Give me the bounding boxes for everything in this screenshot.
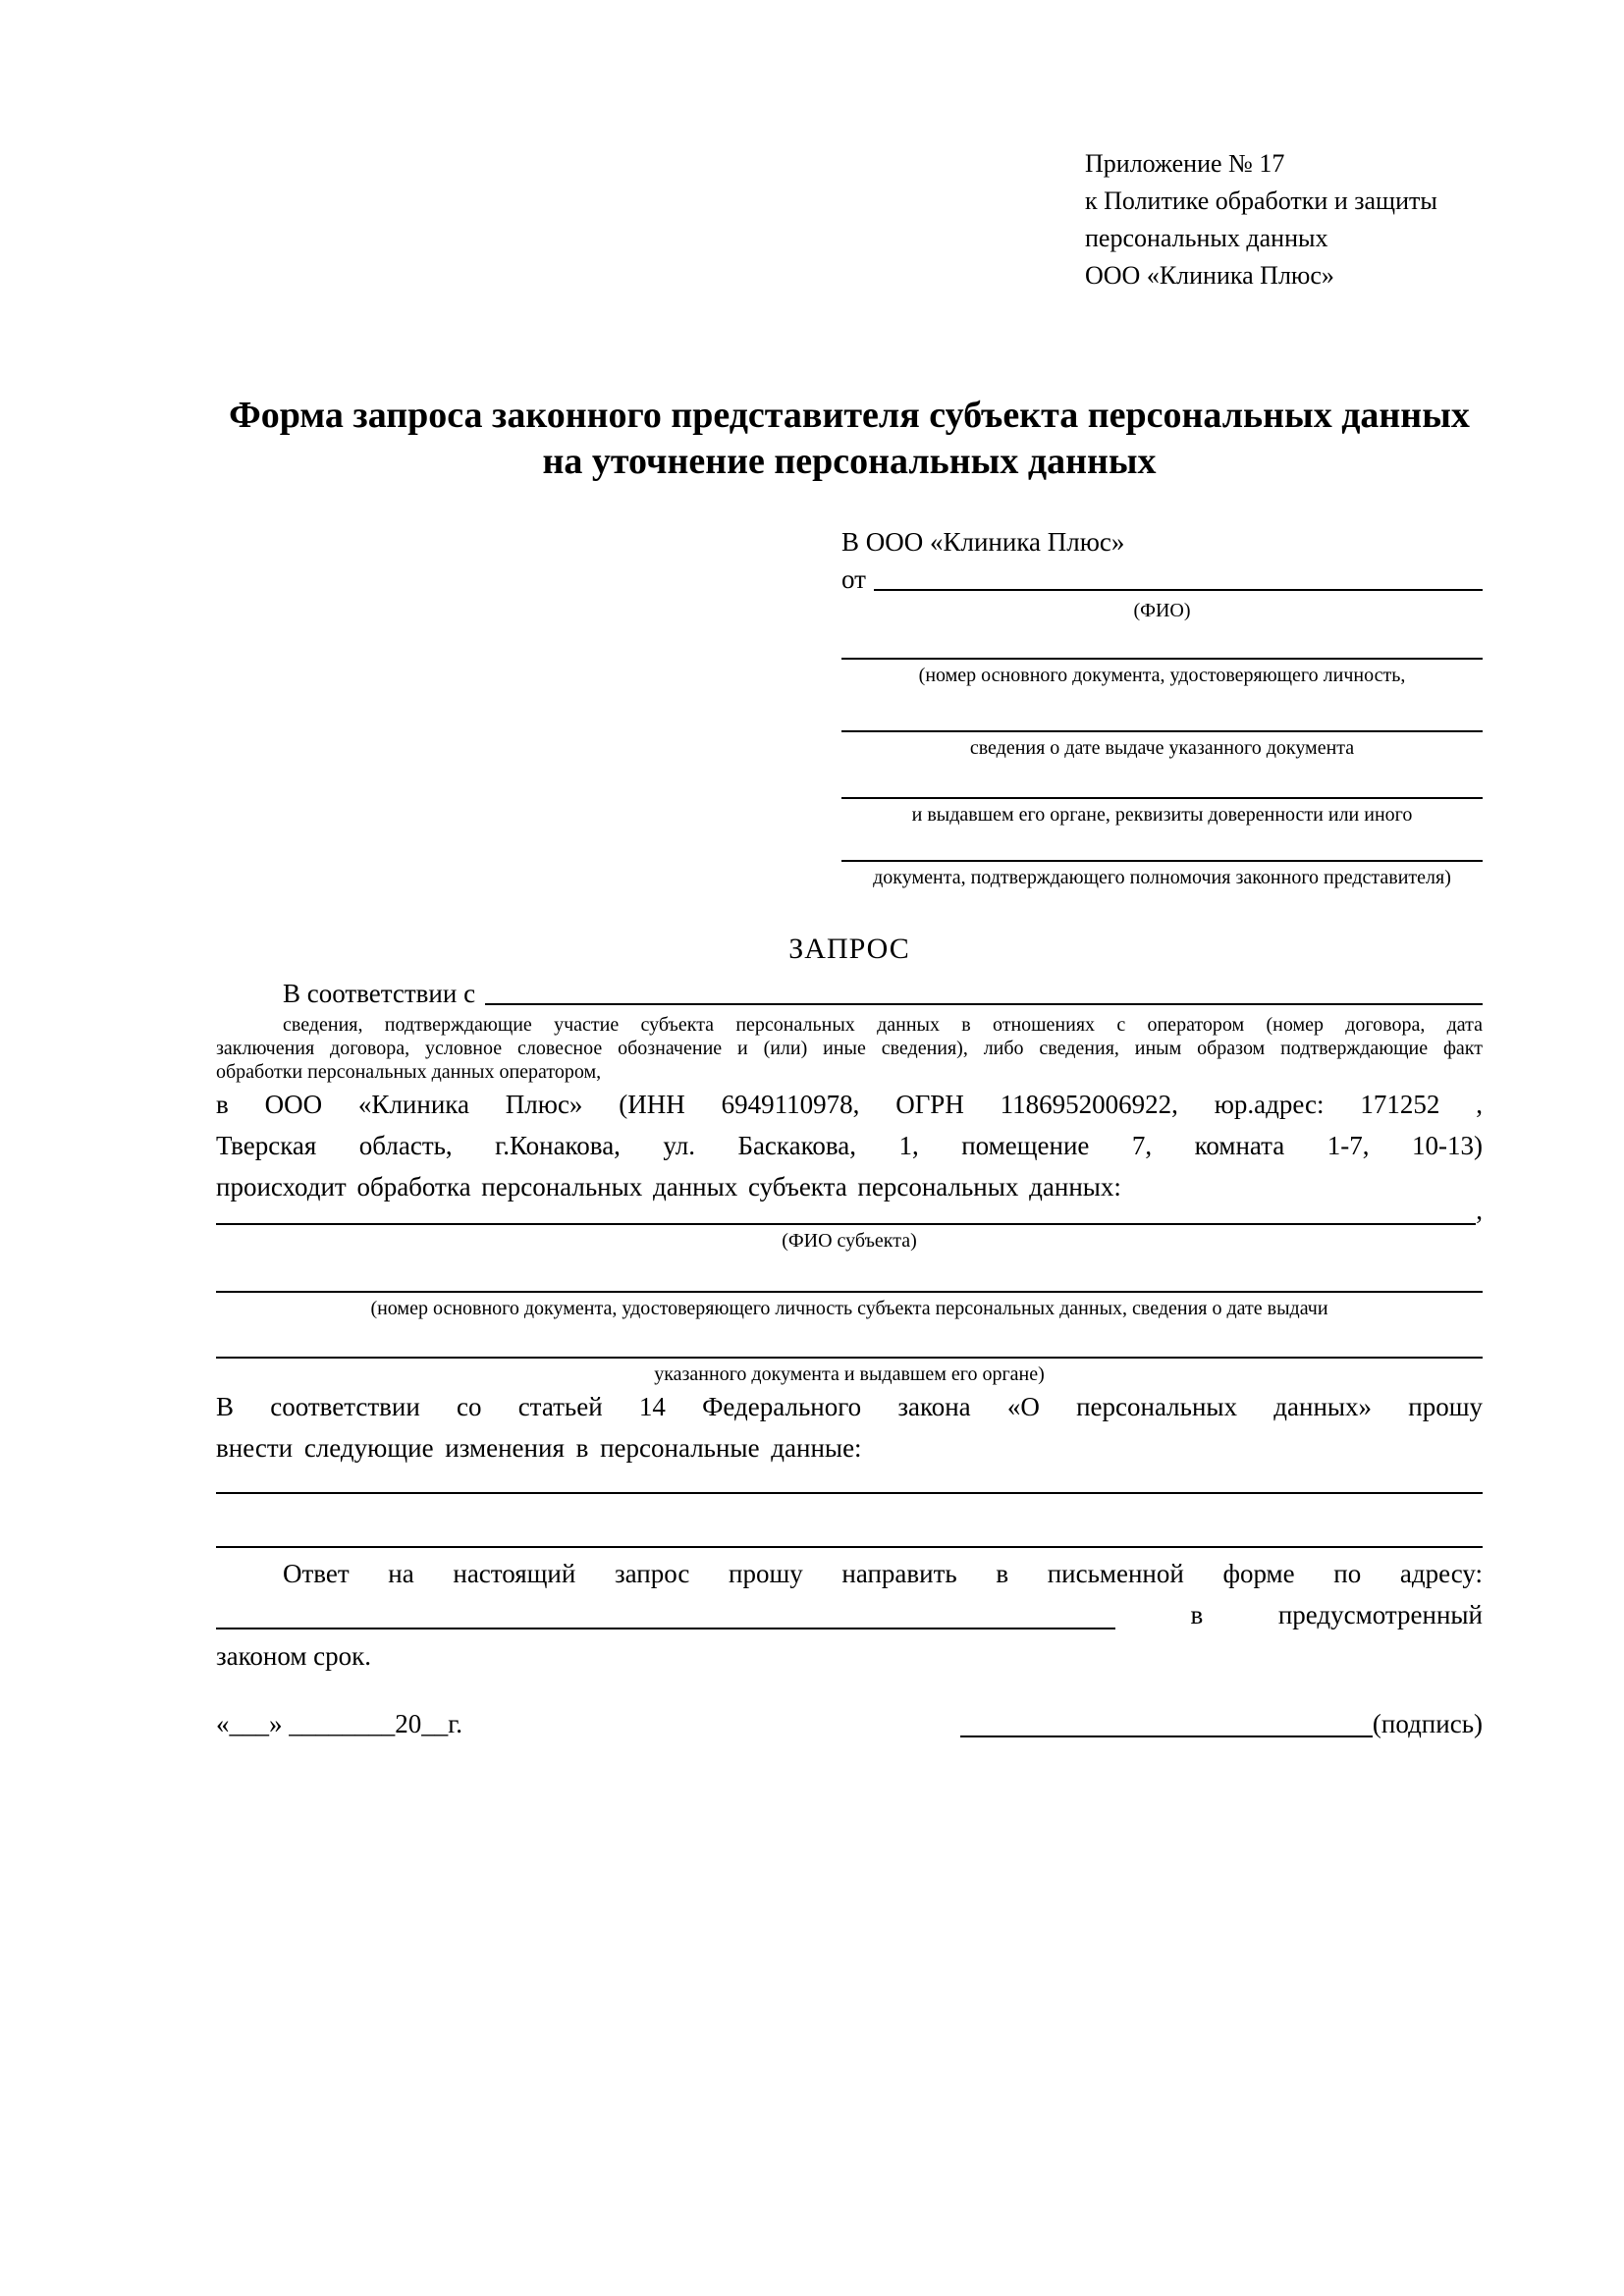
subject-fio-caption: (ФИО субъекта) <box>782 1230 917 1252</box>
subject-name-field-line <box>216 1223 1476 1225</box>
representative-document-field-line <box>841 760 1483 799</box>
from-label: от <box>841 564 866 594</box>
intro-label: В соответствии с <box>283 979 476 1008</box>
fineprint-line: сведения, подтверждающие участие субъекта персональных данных в отношениях с оператором (номер договора, дата <box>283 1014 1483 1036</box>
subject-document-caption: указанного документа и выдавшем его органе) <box>654 1363 1045 1385</box>
operator-line: происходит обработка персональных данных субъекта персональных данных: <box>216 1172 1121 1201</box>
addressee-block <box>841 524 1483 889</box>
title-line: на уточнение персональных данных <box>542 441 1157 482</box>
subject-document-field-line <box>216 1253 1483 1293</box>
appendix-line: Приложение № 17 <box>1085 149 1285 178</box>
answer-word: в <box>1190 1600 1204 1629</box>
address-field-line <box>216 1628 1115 1629</box>
law-line: В соответствии со статьей 14 Федерального закона «О персональных данных» прошу <box>216 1392 1483 1421</box>
signature-caption: (подпись) <box>1372 1709 1483 1738</box>
subject-document-caption: (номер основного документа, удостоверяющего личность субъекта персональных данных, сведения о дате выдачи <box>370 1298 1328 1319</box>
subject-name-row <box>216 1190 1483 1225</box>
document-caption: и выдавшем его органе, реквизиты доверенности или иного <box>911 804 1413 826</box>
intro-row <box>216 974 1483 1009</box>
operator-line: в ООО «Клиника Плюс» (ИНН 6949110978, ОГРН 1186952006922, юр.адрес: 171252 , <box>216 1090 1483 1119</box>
document-caption: (номер основного документа, удостоверяющего личность, <box>918 665 1406 686</box>
appendix-line: к Политике обработки и защиты <box>1085 187 1437 215</box>
signature-field-line <box>960 1735 1373 1737</box>
answer-line: Ответ на настоящий запрос прошу направить в письменной форме по адресу: <box>283 1559 1483 1588</box>
from-row <box>841 560 1483 595</box>
law-line: внести следующие изменения в персональные данные: <box>216 1433 862 1463</box>
representative-name-field-line <box>874 589 1483 591</box>
answer-word: предусмотренный <box>1277 1600 1483 1629</box>
appendix-line: ООО «Клиника Плюс» <box>1085 261 1334 290</box>
answer-address-row <box>216 1594 1483 1635</box>
operator-line: Тверская область, г.Конакова, ул. Баскакова, 1, помещение 7, комната 1-7, 10-13) <box>216 1131 1483 1160</box>
fio-caption: (ФИО) <box>1133 600 1191 621</box>
representative-document-field-line <box>841 687 1483 732</box>
signature-group <box>960 1704 1483 1743</box>
answer-paragraph <box>216 1553 1483 1677</box>
changes-field-line <box>216 1517 1483 1548</box>
document-title <box>216 393 1483 485</box>
date-blank: «___» ________20__г. <box>216 1709 463 1738</box>
subject-document-field-line <box>216 1320 1483 1359</box>
fineprint-line: обработки персональных данных оператором, <box>216 1061 602 1083</box>
fineprint-line: заключения договора, условное словесное обозначение и (или) иные сведения), либо сведения, иным образом подтверждающие факт <box>216 1038 1483 1059</box>
appendix-line: персональных данных <box>1085 224 1328 252</box>
trailing-comma: , <box>1476 1196 1483 1225</box>
law-paragraph <box>216 1386 1483 1468</box>
addressee-to: В ООО «Клиника Плюс» <box>841 527 1125 557</box>
intro-fineprint <box>216 1013 1483 1084</box>
changes-field-line <box>216 1463 1483 1494</box>
subject-block <box>216 1190 1483 1386</box>
representative-document-field-line <box>841 622 1483 660</box>
document-caption: сведения о дате выдаче указанного документа <box>969 737 1355 759</box>
date-signature-row <box>216 1704 1483 1743</box>
appendix-header <box>1085 145 1437 294</box>
basis-field-line <box>485 1003 1483 1005</box>
document-caption: документа, подтверждающего полномочия законного представителя) <box>873 867 1451 888</box>
title-line: Форма запроса законного представителя субъекта персональных данных <box>229 395 1470 436</box>
answer-line: законом срок. <box>216 1641 372 1671</box>
request-heading: ЗАПРОС <box>788 933 910 965</box>
representative-document-field-line <box>841 827 1483 862</box>
